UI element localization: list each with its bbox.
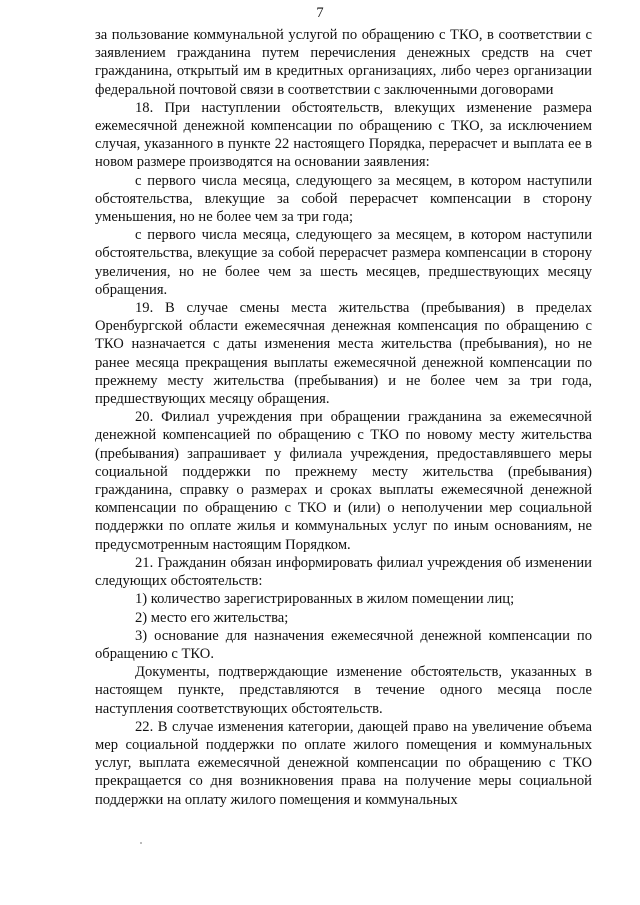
paragraph-item-21-sub-1: 1) количество зарегистрированных в жилом помещении лиц; <box>135 591 515 608</box>
paragraph-item-21-sub-3: 3) основание для назначения ежемесячной денежной компенсации по обращению с ТКО. <box>95 627 592 662</box>
page-number: 7 <box>316 5 324 21</box>
scan-mark <box>140 842 142 844</box>
paragraph-item-21-documents: Документы, подтверждающие изменение обстоятельств, указанных в настоящем пункте, представляются в течение одного месяца после наступления соответствующих обстоятельств. <box>95 664 592 717</box>
paragraph-item-18-case-increase: с первого числа месяца, следующего за месяцем, в котором наступили обстоятельства, влекущие за собой перерасчет размера компенсации в сторону увеличения, но не более чем за шесть месяцев, предшествующих месяцу обращения. <box>95 227 592 298</box>
paragraph-item-18: 18. При наступлении обстоятельств, влекущих изменение размера ежемесячной денежной компенсации по обращению с ТКО, за исключением случая, указанного в пункте 22 настоящего Порядка, перерасчет и выплата ее в новом размере производятся на основании заявления: <box>95 99 592 171</box>
paragraph-item-21-sub-2: 2) место его жительства; <box>135 609 289 626</box>
document-body <box>95 26 592 809</box>
paragraph-item-20: 20. Филиал учреждения при обращении гражданина за ежемесячной денежной компенсацией по обращению с ТКО по новому месту жительства (пребывания) запрашивает у филиала учреждения, предоставлявшего меры социальной поддержки по прежнему месту жительства (пребывания) гражданина, справку о размерах и сроках выплаты ежемесячной денежной компенсации по обращению с ТКО и (или) о неполучении мер социальной поддержки по оплате жилья и коммунальных услуг по иным основаниям, не предусмотренным настоящим Порядком. <box>95 409 592 553</box>
paragraph-item-21: 21. Гражданин обязан информировать филиал учреждения об изменении следующих обстоятельств: <box>95 554 592 590</box>
paragraph-item-19: 19. В случае смены места жительства (пребывания) в пределах Оренбургской области ежемесячная денежная компенсация по обращению с ТКО назначается с даты изменения места жительства (пребывания), но не ранее месяца прекращения выплаты ежемесячной денежной компенсации по прежнему месту жительства (пребывания) и не более чем за три года, предшествующих месяцу обращения. <box>95 300 592 408</box>
paragraph-item-18-case-decrease: с первого числа месяца, следующего за месяцем, в котором наступили обстоятельства, влекущие за собой перерасчет компенсации в сторону уменьшения, но не более чем за три года; <box>95 172 592 226</box>
paragraph-continuation: за пользование коммунальной услугой по обращению с ТКО, в соответствии с заявлением гражданина путем перечисления денежных средств на счет гражданина, открытый им в кредитных организациях, либо через организации федеральной почтовой связи в соответствии с заключенными договорами <box>95 27 592 98</box>
paragraph-item-22: 22. В случае изменения категории, дающей право на увеличение объема мер социальной поддержки по оплате жилого помещения и коммунальных услуг, выплата ежемесячной денежной компенсации по обращению с ТКО прекращается со дня возникновения права на получение меры социальной поддержки на оплату жилого помещения и коммунальных <box>95 718 592 808</box>
